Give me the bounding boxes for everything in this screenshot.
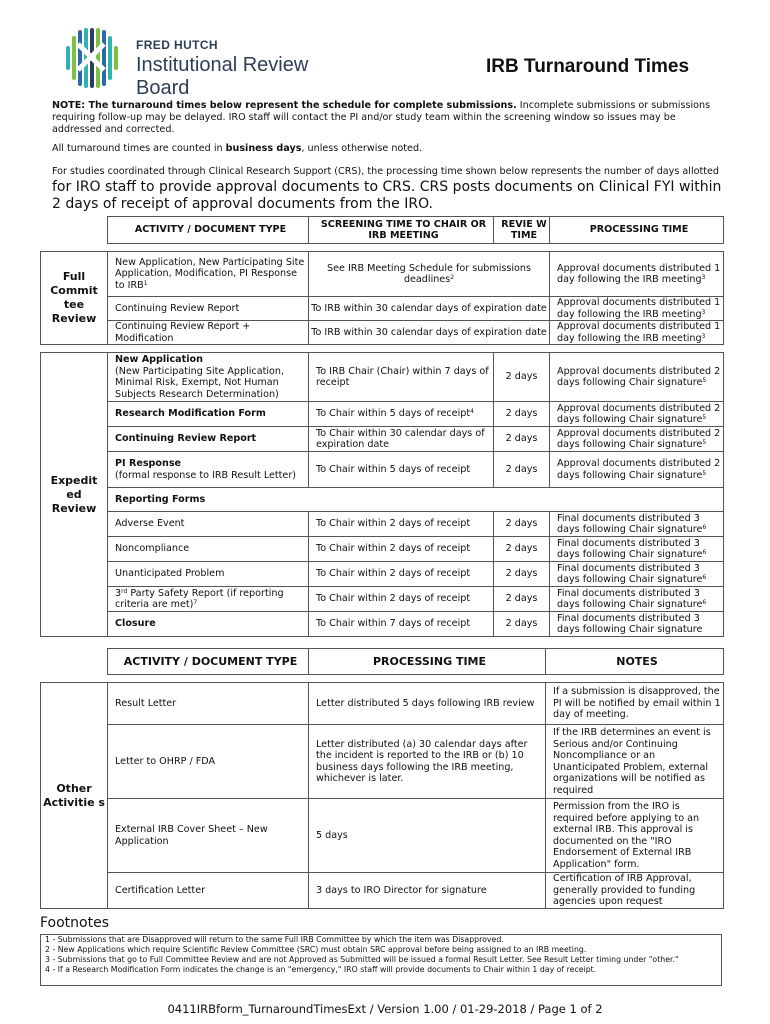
intro-business-days: [52, 143, 722, 155]
business-bold: business days: [225, 143, 302, 154]
header-activity: ACTIVITY / DOCUMENT TYPE: [108, 217, 309, 244]
processing-cell: Letter distributed 5 days following IRB review: [309, 683, 546, 725]
processing-cell: 3 days to IRO Director for signature: [309, 873, 546, 909]
screening-cell: To Chair within 2 days of receipt: [309, 512, 494, 537]
screening-cell: See IRB Meeting Schedule for submissions deadlines$^2$: [309, 252, 550, 297]
review-cell: 2 days: [494, 353, 550, 402]
logo-line2: Institutional Review Board: [136, 54, 309, 99]
notes-cell: Permission from the IRO is required before applying to an external IRB. This approval is documented on the "IRO Endorsement of External IRB Application" form.: [546, 799, 724, 873]
screening-cell: To Chair within 30 calendar days of expiration date: [309, 427, 494, 452]
screening-cell: To Chair within 7 days of receipt: [309, 612, 494, 637]
header-notes: NOTES: [546, 649, 724, 675]
processing-cell: Approval documents distributed 2 days following Chair signature$^5$: [550, 402, 724, 427]
review-cell: 2 days: [494, 612, 550, 637]
activity-cell: Continuing Review Report: [108, 427, 309, 452]
header-processing: PROCESSING TIME: [550, 217, 724, 244]
processing-cell: Final documents distributed 3 days following Chair signature: [550, 612, 724, 637]
table-row: [41, 353, 724, 402]
table-row: [41, 321, 724, 345]
notes-cell: Certification of IRB Approval, generally provided to funding agencies upon request: [546, 873, 724, 909]
activity-cell: New Application (New Participating Site Application, Minimal Risk, Exempt, Not Human Subjects Research Determination): [108, 353, 309, 402]
notes-cell: If the IRB determines an event is Serious and/or Continuing Noncompliance or an Unanticipated Problem, external organizations will be notified as required: [546, 725, 724, 799]
processing-cell: Final documents distributed 3 days following Chair signature$^6$: [550, 512, 724, 537]
processing-cell: Final documents distributed 3 days following Chair signature$^6$: [550, 562, 724, 587]
footnote-item: 3 - Submissions that go to Full Committee Review and are not Approved as Submitted will be issued a formal Result Letter. See Result Letter timing under "other.": [45, 955, 679, 964]
header-activity-2: ACTIVITY / DOCUMENT TYPE: [108, 649, 309, 675]
expedited-table: [40, 352, 724, 637]
screening-cell: To Chair within 2 days of receipt: [309, 562, 494, 587]
table-row: [41, 252, 724, 297]
processing-cell: Approval documents distributed 2 days following Chair signature$^5$: [550, 353, 724, 402]
table-row: [41, 799, 724, 873]
screening-cell: To Chair within 5 days of receipt$^4$: [309, 402, 494, 427]
screening-cell: To Chair within 5 days of receipt: [309, 452, 494, 488]
review-cell: 2 days: [494, 587, 550, 612]
fred-hutch-logo: [58, 24, 358, 99]
activity-cell: Continuing Review Report + Modification: [108, 321, 309, 345]
note-bold: NOTE: The turnaround times below represent the schedule for complete submissions.: [52, 100, 517, 111]
processing-cell: Approval documents distributed 1 day following the IRB meeting$^3$: [550, 297, 724, 321]
intro-crs: [52, 162, 722, 213]
expedited-label: Expedit ed Review: [41, 353, 108, 637]
screening-cell: To IRB within 30 calendar days of expiration date: [309, 321, 550, 345]
activity-cell: Unanticipated Problem: [108, 562, 309, 587]
processing-cell: Approval documents distributed 1 day following the IRB meeting$^3$: [550, 321, 724, 345]
notes-cell: If a submission is disapproved, the PI will be notified by email within 1 day of meeting.: [546, 683, 724, 725]
activity-cell: Letter to OHRP / FDA: [108, 725, 309, 799]
table-row: [41, 537, 724, 562]
footnotes-box: [40, 934, 722, 986]
processing-cell: Approval documents distributed 1 day following the IRB meeting$^3$: [550, 252, 724, 297]
processing-cell: Approval documents distributed 2 days following Chair signature$^5$: [550, 452, 724, 488]
processing-cell: Letter distributed (a) 30 calendar days after the incident is reported to the IRB or (b) 10 business days following the IRB meeting, whichever is later.: [309, 725, 546, 799]
activity-cell: Certification Letter: [108, 873, 309, 909]
table-row: [41, 873, 724, 909]
activity-cell: Research Modification Form: [108, 402, 309, 427]
footnote-item: 2 - New Applications which require Scientific Review Committee (SRC) must obtain SRC approval before being assigned to an IRB meeting.: [45, 945, 587, 954]
footnotes-title: Footnotes: [40, 915, 110, 931]
document-title: IRB Turnaround Times: [486, 56, 690, 77]
table-row: [41, 402, 724, 427]
full-committee-table: [40, 251, 724, 345]
review-cell: 2 days: [494, 512, 550, 537]
header-review: REVIE W TIME: [494, 217, 550, 244]
table-row: [41, 512, 724, 537]
processing-cell: Approval documents distributed 2 days following Chair signature$^5$: [550, 427, 724, 452]
table2-header: [107, 648, 724, 675]
review-cell: 2 days: [494, 427, 550, 452]
full-committee-label: Full Commit tee Review: [41, 252, 108, 345]
table1-header: [107, 216, 724, 244]
header-screening: SCREENING TIME TO CHAIR OR IRB MEETING: [309, 217, 494, 244]
screening-cell: To Chair within 2 days of receipt: [309, 587, 494, 612]
footnote-item: 4 - If a Research Modification Form indicates the change is an "emergency," IRO staff will provide documents to Chair within 1 day of receipt.: [45, 965, 597, 974]
screening-cell: To Chair within 2 days of receipt: [309, 537, 494, 562]
table-row: [41, 452, 724, 488]
other-activities-table: [40, 682, 724, 909]
page-footer: 0411IRBform_TurnaroundTimesExt / Version 1.00 / 01-29-2018 / Page 1 of 2: [167, 1002, 603, 1016]
activity-cell: External IRB Cover Sheet – New Application: [108, 799, 309, 873]
fred-hutch-logo-mark-icon: [58, 24, 124, 90]
table-row: [41, 562, 724, 587]
table-row: [41, 488, 724, 512]
review-cell: 2 days: [494, 402, 550, 427]
crs-big: for IRO staff to provide approval documents to CRS. CRS posts documents on Clinical FYI within 2 days of receipt of approval documents from the IRO.: [52, 179, 722, 212]
table-row: [41, 683, 724, 725]
processing-cell: Final documents distributed 3 days following Chair signature$^6$: [550, 587, 724, 612]
activity-cell: New Application, New Participating Site Application, Modification, PI Response to IRB$^1$: [108, 252, 309, 297]
activity-cell: Result Letter: [108, 683, 309, 725]
processing-cell: Final documents distributed 3 days following Chair signature$^6$: [550, 537, 724, 562]
reporting-forms-heading: Reporting Forms: [108, 488, 724, 512]
business-pre: All turnaround times are counted in: [52, 143, 226, 154]
screening-cell: To IRB Chair (Chair) within 7 days of receipt: [309, 353, 494, 402]
review-cell: 2 days: [494, 562, 550, 587]
crs-small: For studies coordinated through Clinical Research Support (CRS), the processing time shown below represents the number of days allotted: [52, 166, 719, 177]
note-rest: Incomplete submissions or submissions requiring follow-up may be delayed. IRO staff will contact the PI and/or study team within the screening window so issues may be addressed and corrected.: [52, 100, 711, 135]
activity-cell: Closure: [108, 612, 309, 637]
footnote-item: 1 - Submissions that are Disapproved will return to the same Full IRB Committee by which the item was Disapproved.: [45, 935, 504, 944]
review-cell: 2 days: [494, 537, 550, 562]
table-row: [41, 725, 724, 799]
screening-cell: To IRB within 30 calendar days of expiration date: [309, 297, 550, 321]
review-cell: 2 days: [494, 452, 550, 488]
table-row: [41, 612, 724, 637]
header-processing-2: PROCESSING TIME: [309, 649, 546, 675]
activity-cell: Continuing Review Report: [108, 297, 309, 321]
activity-cell: 3rd Party Safety Report (if reporting criteria are met)$^7$: [108, 587, 309, 612]
activity-cell: Noncompliance: [108, 537, 309, 562]
table-row: [41, 427, 724, 452]
other-activities-label: Other Activitie s: [41, 683, 108, 909]
table-row: [41, 587, 724, 612]
activity-cell: Adverse Event: [108, 512, 309, 537]
processing-cell: 5 days: [309, 799, 546, 873]
business-post: , unless otherwise noted.: [301, 143, 423, 154]
intro-note: [52, 100, 722, 136]
table-row: [41, 297, 724, 321]
logo-line1: FRED HUTCH: [136, 38, 218, 52]
activity-cell: PI Response (formal response to IRB Result Letter): [108, 452, 309, 488]
